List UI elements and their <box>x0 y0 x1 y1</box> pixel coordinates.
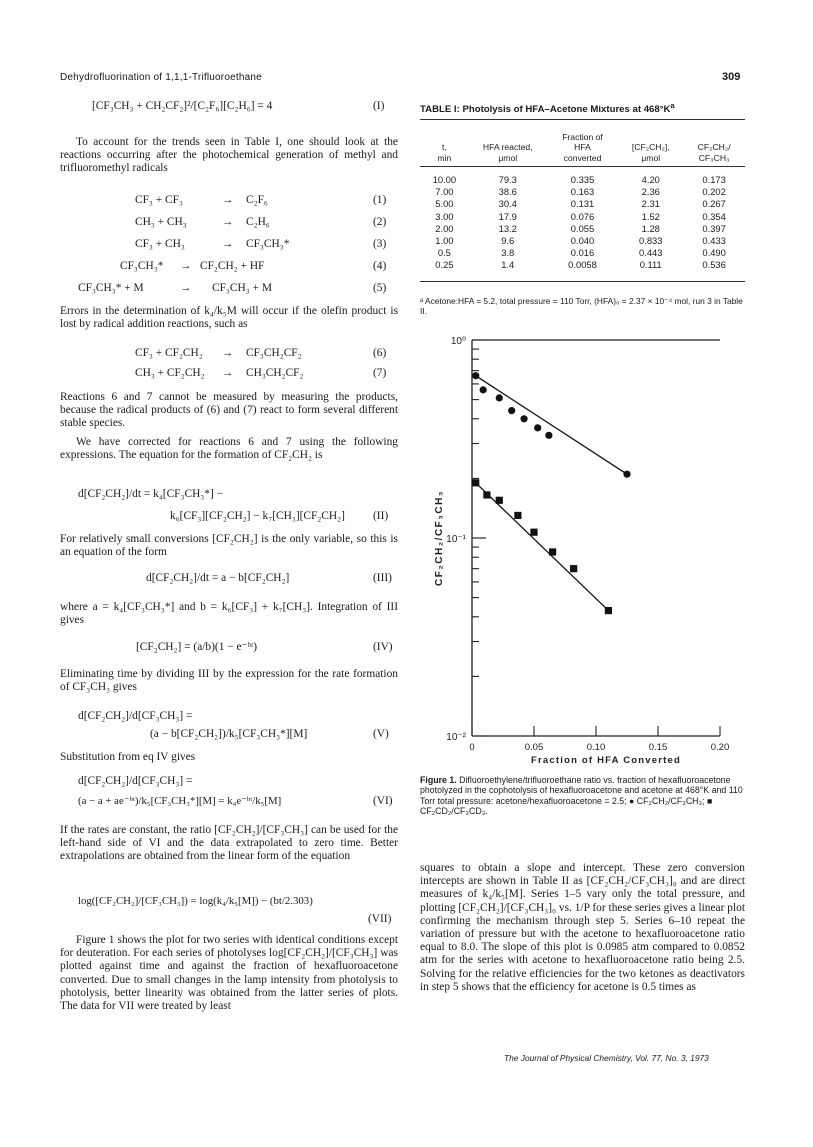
reaction-lhs: CF₃ + CH₃ <box>135 238 185 250</box>
table-column-header-line: t, <box>441 142 447 153</box>
reaction-arrow: → <box>222 347 234 359</box>
table-row <box>420 211 745 223</box>
table-cell: 3.8 <box>501 247 515 259</box>
reaction-lhs: CH₃ + CF₂CH₂ <box>135 367 205 379</box>
x-tick-label: 0.20 <box>710 742 730 753</box>
table-cell: 0.0058 <box>568 259 597 271</box>
equation-ii-line-2: k₆[CF₃][CF₂CH₂] − k₇[CH₃][CF₂CH₂] <box>170 510 345 522</box>
paragraph-4: We have corrected for reactions 6 and 7 using the following expressions. The equation for the formation of CF₂CH₂ is <box>60 436 398 462</box>
reaction-rhs: CF₃CH₂CF₂ <box>246 347 302 359</box>
reaction-lhs: CF₃ + CF₂CH₂ <box>135 347 203 359</box>
equation-ii-number: (II) <box>373 510 389 522</box>
table-row <box>420 259 745 271</box>
table-column-header-line: HFA <box>574 142 591 153</box>
page-number: 309 <box>722 71 741 83</box>
paragraph-2: Errors in the determination of k₄/k₅M will occur if the olefin product is lost by radical addition reactions, such as <box>60 305 398 331</box>
y-axis-title: CF₂CH₂/CF₃CH₃ <box>434 490 445 586</box>
table-cell: 1.00 <box>435 235 454 247</box>
reaction-lhs: CF₃CH₃* <box>120 260 164 272</box>
table-column-header-line: Fraction of <box>562 132 603 142</box>
table-cell: 5.00 <box>435 198 454 210</box>
data-point-square <box>605 607 612 614</box>
data-point-square <box>514 512 521 519</box>
table-cell: 0.111 <box>639 259 662 271</box>
right-paragraph-1: squares to obtain a slope and intercept. These zero conversion intercepts are shown in Table II as [CF₂CH₂/CF₃CH₃]₀ and are direct measures of k₄/k₅[M]. Series 1–5 vary only the total pressure, and plotting [CF₂CH₂]/[CF₃CH₃]₀ vs. 1/P for these series gives a linear plot confirming the mechanism through step 5. Series 6–10 repeat the variation of pressure but with the acetone to hexafluoroacetone ratio equal to 8.0. The slope of this plot is 0.0985 atm compared to 0.0852 atm for the series with acetone to hexafluoroacetone ratio being 2.5. Solving for the relative efficiencies for the two ketones as deactivators in step 5 shows that the efficiency for acetone is 0.5 times as <box>420 862 745 993</box>
table-column-header-line: HFA reacted, <box>482 142 533 153</box>
table-cell: 0.833 <box>639 235 663 247</box>
figure-caption <box>420 775 745 816</box>
reaction-rhs: CH₃CH₂CF₂ <box>246 367 304 379</box>
fit-line-series-2 <box>476 483 609 611</box>
table-cell: 4.20 <box>641 174 660 185</box>
table-cell: 0.354 <box>702 210 726 222</box>
table-column-header <box>683 132 745 163</box>
paragraph-1: To account for the trends seen in Table I, one should look at the reactions occurring after the photochemical generation of methyl and trifluoromethyl radicals <box>60 136 398 175</box>
equation-i: [CF₃CH₃ + CH₂CF₂]²/[C₂F₆][C₂H₆] = 4 <box>92 100 273 112</box>
x-tick-label: 0.10 <box>586 742 606 753</box>
table-cell: 0.536 <box>702 259 726 271</box>
table-header <box>420 132 745 163</box>
table-cell: 0.173 <box>702 174 726 185</box>
equation-v-line-2: (a − b[CF₂CH₂])/k₅[CF₃CH₃*][M] <box>150 728 308 740</box>
reaction-number: (3) <box>373 238 387 250</box>
equation-vii-number: (VII) <box>368 913 392 925</box>
table-row <box>420 186 745 198</box>
equation-vi-line-1: d[CF₂CH₂]/d[CF₃CH₃] = <box>78 775 193 787</box>
table-cell: 0.25 <box>435 259 454 271</box>
data-point-circle <box>496 394 503 401</box>
table-bottom-rule <box>420 281 745 282</box>
table-row <box>420 198 745 210</box>
table-column-header-line: μmol <box>641 152 661 163</box>
table-cell: 2.31 <box>641 198 660 210</box>
table-row <box>420 174 745 186</box>
y-tick-label: 10⁻² <box>446 732 466 743</box>
data-point-circle <box>472 372 479 379</box>
paragraph-10: Figure 1 shows the plot for two series with identical conditions except for deuteration. For each series of photolyses log[CF₂CH₂]/[CF₃CH₃] was plotted against time and against the fraction of hexafluoroacetone converted. Due to small changes in the lamp intensity from photolysis to photolysis, better linearity was obtained from the latter series of plots. The data for VII were treated by least <box>60 934 398 1013</box>
equation-iv-number: (IV) <box>373 641 393 653</box>
table-cell: 0.076 <box>570 210 595 222</box>
paragraph-7: Eliminating time by dividing III by the expression for the rate formation of CF₃CH₃ gives <box>60 668 398 694</box>
table-body <box>420 174 745 272</box>
reaction-lhs: CF₃ + CF₃ <box>135 194 183 206</box>
table-column-header-line: [CF₂CH₂], <box>631 142 670 153</box>
data-point-circle <box>545 432 552 439</box>
table-column-header-line: CF₂CH₂/ <box>697 142 731 153</box>
data-point-square <box>472 479 479 486</box>
table-cell: 0.5 <box>437 247 451 259</box>
y-tick-label: 10⁰ <box>450 336 466 347</box>
figure-caption-text: Difluoroethylene/trifluoroethane ratio vs. fraction of hexafluoroacetone photolyzed in the cophotolysis of hexafluoroacetone and acetone at 468°K and 110 Torr total pressure: acetone/hexafluoroacetone = 2.5; ● CF₂CH₂/CF₃CH₃; ■ CF₂CD₂/CF₃CD₃. <box>420 775 743 816</box>
reaction-rhs: CF₃CH₃* <box>246 238 290 250</box>
reaction-number: (4) <box>373 260 387 272</box>
x-tick-label: 0 <box>469 742 475 753</box>
x-tick-label: 0.15 <box>648 742 668 753</box>
reaction-number: (6) <box>373 347 387 359</box>
reaction-lhs: CF₃CH₃* + M <box>78 282 144 294</box>
paragraph-8: Substitution from eq IV gives <box>60 751 196 763</box>
reaction-number: (1) <box>373 194 387 206</box>
table-cell: 0.055 <box>570 222 595 234</box>
table-cell: 1.4 <box>501 259 515 271</box>
table-cell: 0.490 <box>702 247 726 259</box>
table-column-header-line: μmol <box>498 152 518 163</box>
reaction-number: (7) <box>373 367 387 379</box>
journal-footer: The Journal of Physical Chemistry, Vol. 77, No. 3, 1973 <box>504 1053 709 1063</box>
table-cell: 79.3 <box>498 174 517 185</box>
table-cell: 2.00 <box>435 222 454 234</box>
figure-caption-label: Figure 1. <box>420 775 457 785</box>
equation-iii-number: (III) <box>373 572 392 584</box>
table-cell: 0.202 <box>702 186 726 198</box>
x-tick-label: 0.05 <box>524 742 544 753</box>
fit-line-series-1 <box>476 376 627 474</box>
running-title: Dehydrofluorination of 1,1,1-Trifluoroethane <box>60 72 262 83</box>
table-cell: 0.131 <box>570 198 595 210</box>
paragraph-3: Reactions 6 and 7 cannot be measured by measuring the products, because the radical products of (6) and (7) react to form several different stable species. <box>60 391 398 430</box>
data-point-square <box>570 565 577 572</box>
reaction-arrow: → <box>222 194 234 206</box>
data-point-circle <box>623 471 630 478</box>
table-row <box>420 223 745 235</box>
table-cell: 7.00 <box>435 186 454 198</box>
reaction-arrow: → <box>222 216 234 228</box>
table-column-header <box>420 132 469 163</box>
data-point-square <box>530 529 537 536</box>
data-point-circle <box>534 424 541 431</box>
table-row <box>420 247 745 259</box>
y-tick-label: 10⁻¹ <box>446 534 466 545</box>
x-axis-title: Fraction of HFA Converted <box>531 755 681 766</box>
table-cell: 30.4 <box>498 198 517 210</box>
table-cell: 17.9 <box>498 210 517 222</box>
table-column-header <box>547 132 619 163</box>
table-cell: 0.267 <box>702 198 726 210</box>
reaction-arrow: → <box>180 282 192 294</box>
table-column-header <box>618 132 683 163</box>
reaction-rhs: CF₃CH₃ + M <box>212 282 272 294</box>
table-cell: 1.28 <box>641 222 660 234</box>
table-top-rule <box>420 119 745 120</box>
table-cell: 9.6 <box>501 235 515 247</box>
equation-iv: [CF₂CH₂] = (a/b)(1 − e⁻ᵇᵗ) <box>136 641 258 653</box>
data-point-square <box>549 548 556 555</box>
table-cell: 2.36 <box>641 186 660 198</box>
table-column-header-line: converted <box>563 152 602 163</box>
table-footnote: ᵃ Acetone:HFA = 5.2, total pressure = 110 Torr, (HFA)₀ = 2.37 × 10⁻⁴ mol, run 3 in Table II. <box>420 296 743 316</box>
table-cell: 38.6 <box>498 186 517 198</box>
reaction-number: (5) <box>373 282 387 294</box>
table-header-rule <box>420 166 745 167</box>
table-cell: 0.397 <box>702 222 726 234</box>
table-cell: 0.335 <box>570 174 595 185</box>
table-cell: 0.433 <box>702 235 726 247</box>
reaction-rhs: C₂H₆ <box>246 216 270 228</box>
table-cell: 13.2 <box>498 222 517 234</box>
table-cell: 0.443 <box>639 247 663 259</box>
table-column-header-line: min <box>437 152 452 163</box>
equation-iii: d[CF₂CH₂]/dt = a − b[CF₂CH₂] <box>146 572 290 584</box>
data-point-circle <box>480 386 487 393</box>
paragraph-5: For relatively small conversions [CF₂CH₂] is the only variable, so this is an equation of the form <box>60 533 398 559</box>
figure-1-chart <box>420 330 750 770</box>
table-cell: 3.00 <box>435 210 454 222</box>
data-point-square <box>483 491 490 498</box>
data-point-circle <box>520 415 527 422</box>
table-column-header-line: CF₃CH₃ <box>698 152 730 163</box>
reaction-rhs: C₂F₆ <box>246 194 268 206</box>
reaction-rhs: CF₂CH₂ + HF <box>200 260 265 272</box>
equation-v-line-1: d[CF₂CH₂]/d[CF₃CH₃] = <box>78 710 193 722</box>
table-cell: 10.00 <box>432 174 457 185</box>
table-row <box>420 235 745 247</box>
data-point-circle <box>508 407 515 414</box>
equation-vii: log([CF₂CH₂]/[CF₃CH₃]) = log(k₄/k₅[M]) − (bt/2.303) <box>78 895 313 907</box>
reaction-arrow: → <box>222 367 234 379</box>
data-point-square <box>496 497 503 504</box>
table-cell: 1.52 <box>641 210 660 222</box>
reaction-arrow: → <box>222 238 234 250</box>
equation-v-number: (V) <box>373 728 389 740</box>
table-cell: 0.016 <box>570 247 595 259</box>
table-cell: 0.040 <box>570 235 595 247</box>
paragraph-9: If the rates are constant, the ratio [CF₂CH₂]/[CF₃CH₃] can be used for the left-hand side of VI and the data extrapolated to zero time. Better extrapolations are obtained from the linear form of the equation <box>60 824 398 863</box>
reaction-number: (2) <box>373 216 387 228</box>
table-column-header <box>469 132 547 163</box>
equation-vi-number: (VI) <box>373 795 393 807</box>
equation-ii-line-1: d[CF₂CH₂]/dt = k₄[CF₃CH₃*] − <box>78 488 224 500</box>
table-cell: 0.163 <box>570 186 595 198</box>
equation-i-number: (I) <box>373 100 385 112</box>
reaction-lhs: CH₃ + CH₃ <box>135 216 187 228</box>
paragraph-6: where a = k₄[CF₃CH₃*] and b = k₆[CF₃] + k₇[CH₃]. Integration of III gives <box>60 601 398 627</box>
table-title: TABLE I: Photolysis of HFA–Acetone Mixtures at $468^\circ K^a$ <box>420 100 675 115</box>
equation-vi-line-2: (a − a + ae⁻ᵇᵗ)/k₅[CF₃CH₃*][M] = k₄e⁻ᵇᵗ/k₅[M] <box>78 795 282 807</box>
reaction-arrow: → <box>180 260 192 272</box>
